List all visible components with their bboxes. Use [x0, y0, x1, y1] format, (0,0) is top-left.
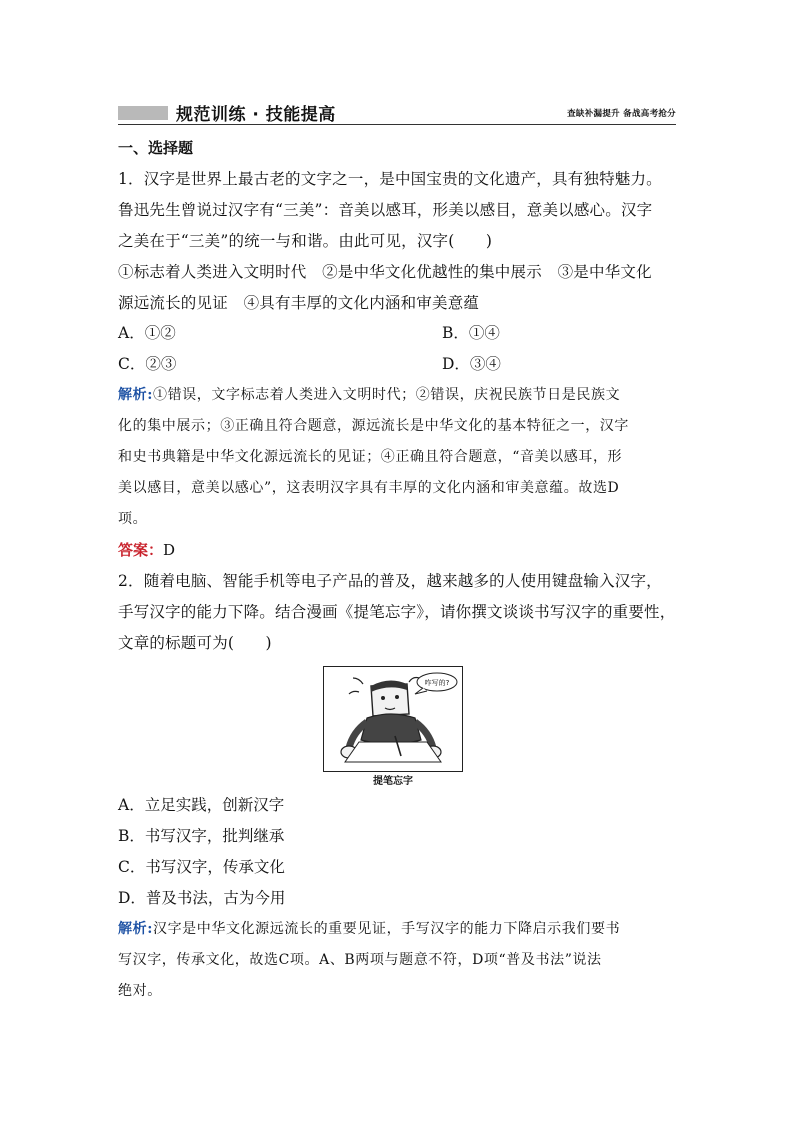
question-1-options-row-1	[118, 318, 676, 349]
question-1-stem-line: 之美在于“三美”的统一与和谐。由此可见，汉字( )	[118, 232, 493, 250]
question-1-statement-line: ①标志着人类进入文明时代 ②是中华文化优越性的集中展示 ③是中华文化	[118, 263, 652, 281]
question-2-options	[118, 790, 676, 914]
question-1-option-d[interactable]: D．③④	[442, 355, 501, 373]
analysis-label: 解析:	[118, 387, 153, 403]
cartoon-caption: 提笔忘字	[373, 776, 413, 787]
question-1-option-c[interactable]: C．②③	[118, 355, 177, 373]
question-1-option-b[interactable]: B．①④	[442, 324, 500, 342]
header-title: 规范训练 · 技能提高	[176, 105, 336, 125]
analysis-line	[118, 914, 676, 945]
question-2-option-a[interactable]: A．立足实践，创新汉字	[118, 796, 285, 814]
analysis-line: 项。	[118, 511, 148, 527]
analysis-text: ①错误，文字标志着人类进入文明时代；②错误，庆祝民族节日是民族文	[152, 387, 621, 403]
question-2-option-c[interactable]: C．书写汉字，传承文化	[118, 858, 285, 876]
question-2-stem-line: 手写汉字的能力下降。结合漫画《提笔忘字》，请你撰文谈谈书写汉字的重要性，	[118, 603, 676, 621]
question-1-answer	[118, 535, 676, 566]
answer-value: D	[163, 541, 176, 559]
question-2-stem-line: 2．随着电脑、智能手机等电子产品的普及，越来越多的人使用键盘输入汉字，	[118, 572, 662, 590]
question-1-analysis	[118, 380, 676, 535]
answer-label: 答案：	[118, 541, 164, 559]
question-1-options-row-2	[118, 349, 676, 380]
section-title: 一、选择题	[118, 139, 194, 157]
analysis-line: 美以感目，意美以感心”，这表明汉字具有丰厚的文化内涵和审美意蕴。故选D	[118, 480, 620, 496]
cartoon-bubble-text: 咋写的?	[424, 679, 450, 687]
cartoon-illustration	[323, 666, 463, 790]
question-1-statement-line: 源远流长的见证 ④具有丰厚的文化内涵和审美意蕴	[118, 294, 480, 312]
header-decor-bar	[118, 106, 168, 120]
analysis-line: 和史书典籍是中华文化源远流长的见证；④正确且符合题意，“音美以感耳，形	[118, 449, 623, 465]
question-1-stem	[118, 164, 676, 319]
question-1-stem-line: 鲁迅先生曾说过汉字有“三美”：音美以感耳，形美以感目，意美以感心。汉字	[118, 201, 653, 219]
analysis-line: 化的集中展示；③正确且符合题意，源远流长是中华文化的基本特征之一，汉字	[118, 418, 629, 434]
analysis-line: 绝对。	[118, 983, 162, 999]
header-slogan: 查缺补漏提升 备战高考抢分	[567, 109, 676, 119]
analysis-label: 解析:	[118, 921, 153, 937]
question-1-stem-line: 1．汉字是世界上最古老的文字之一，是中国宝贵的文化遗产，具有独特魅力。	[118, 170, 662, 188]
question-2-stem-line: 文章的标题可为( )	[118, 634, 272, 652]
question-2-option-b[interactable]: B．书写汉字，批判继承	[118, 827, 285, 845]
question-2-option-d[interactable]: D．普及书法，古为今用	[118, 889, 286, 907]
analysis-line: 写汉字，传承文化，故选C项。A、B两项与题意不符，D项“普及书法”说法	[118, 952, 602, 968]
cartoon-drawing	[323, 666, 463, 772]
question-1-option-a[interactable]: A．①②	[118, 324, 176, 342]
question-2-stem	[118, 566, 676, 659]
analysis-text: 汉字是中华文化源远流长的重要见证，手写汉字的能力下降启示我们要书	[152, 921, 621, 937]
page-header	[118, 98, 676, 125]
analysis-line	[118, 380, 676, 411]
question-2-analysis	[118, 914, 676, 1007]
